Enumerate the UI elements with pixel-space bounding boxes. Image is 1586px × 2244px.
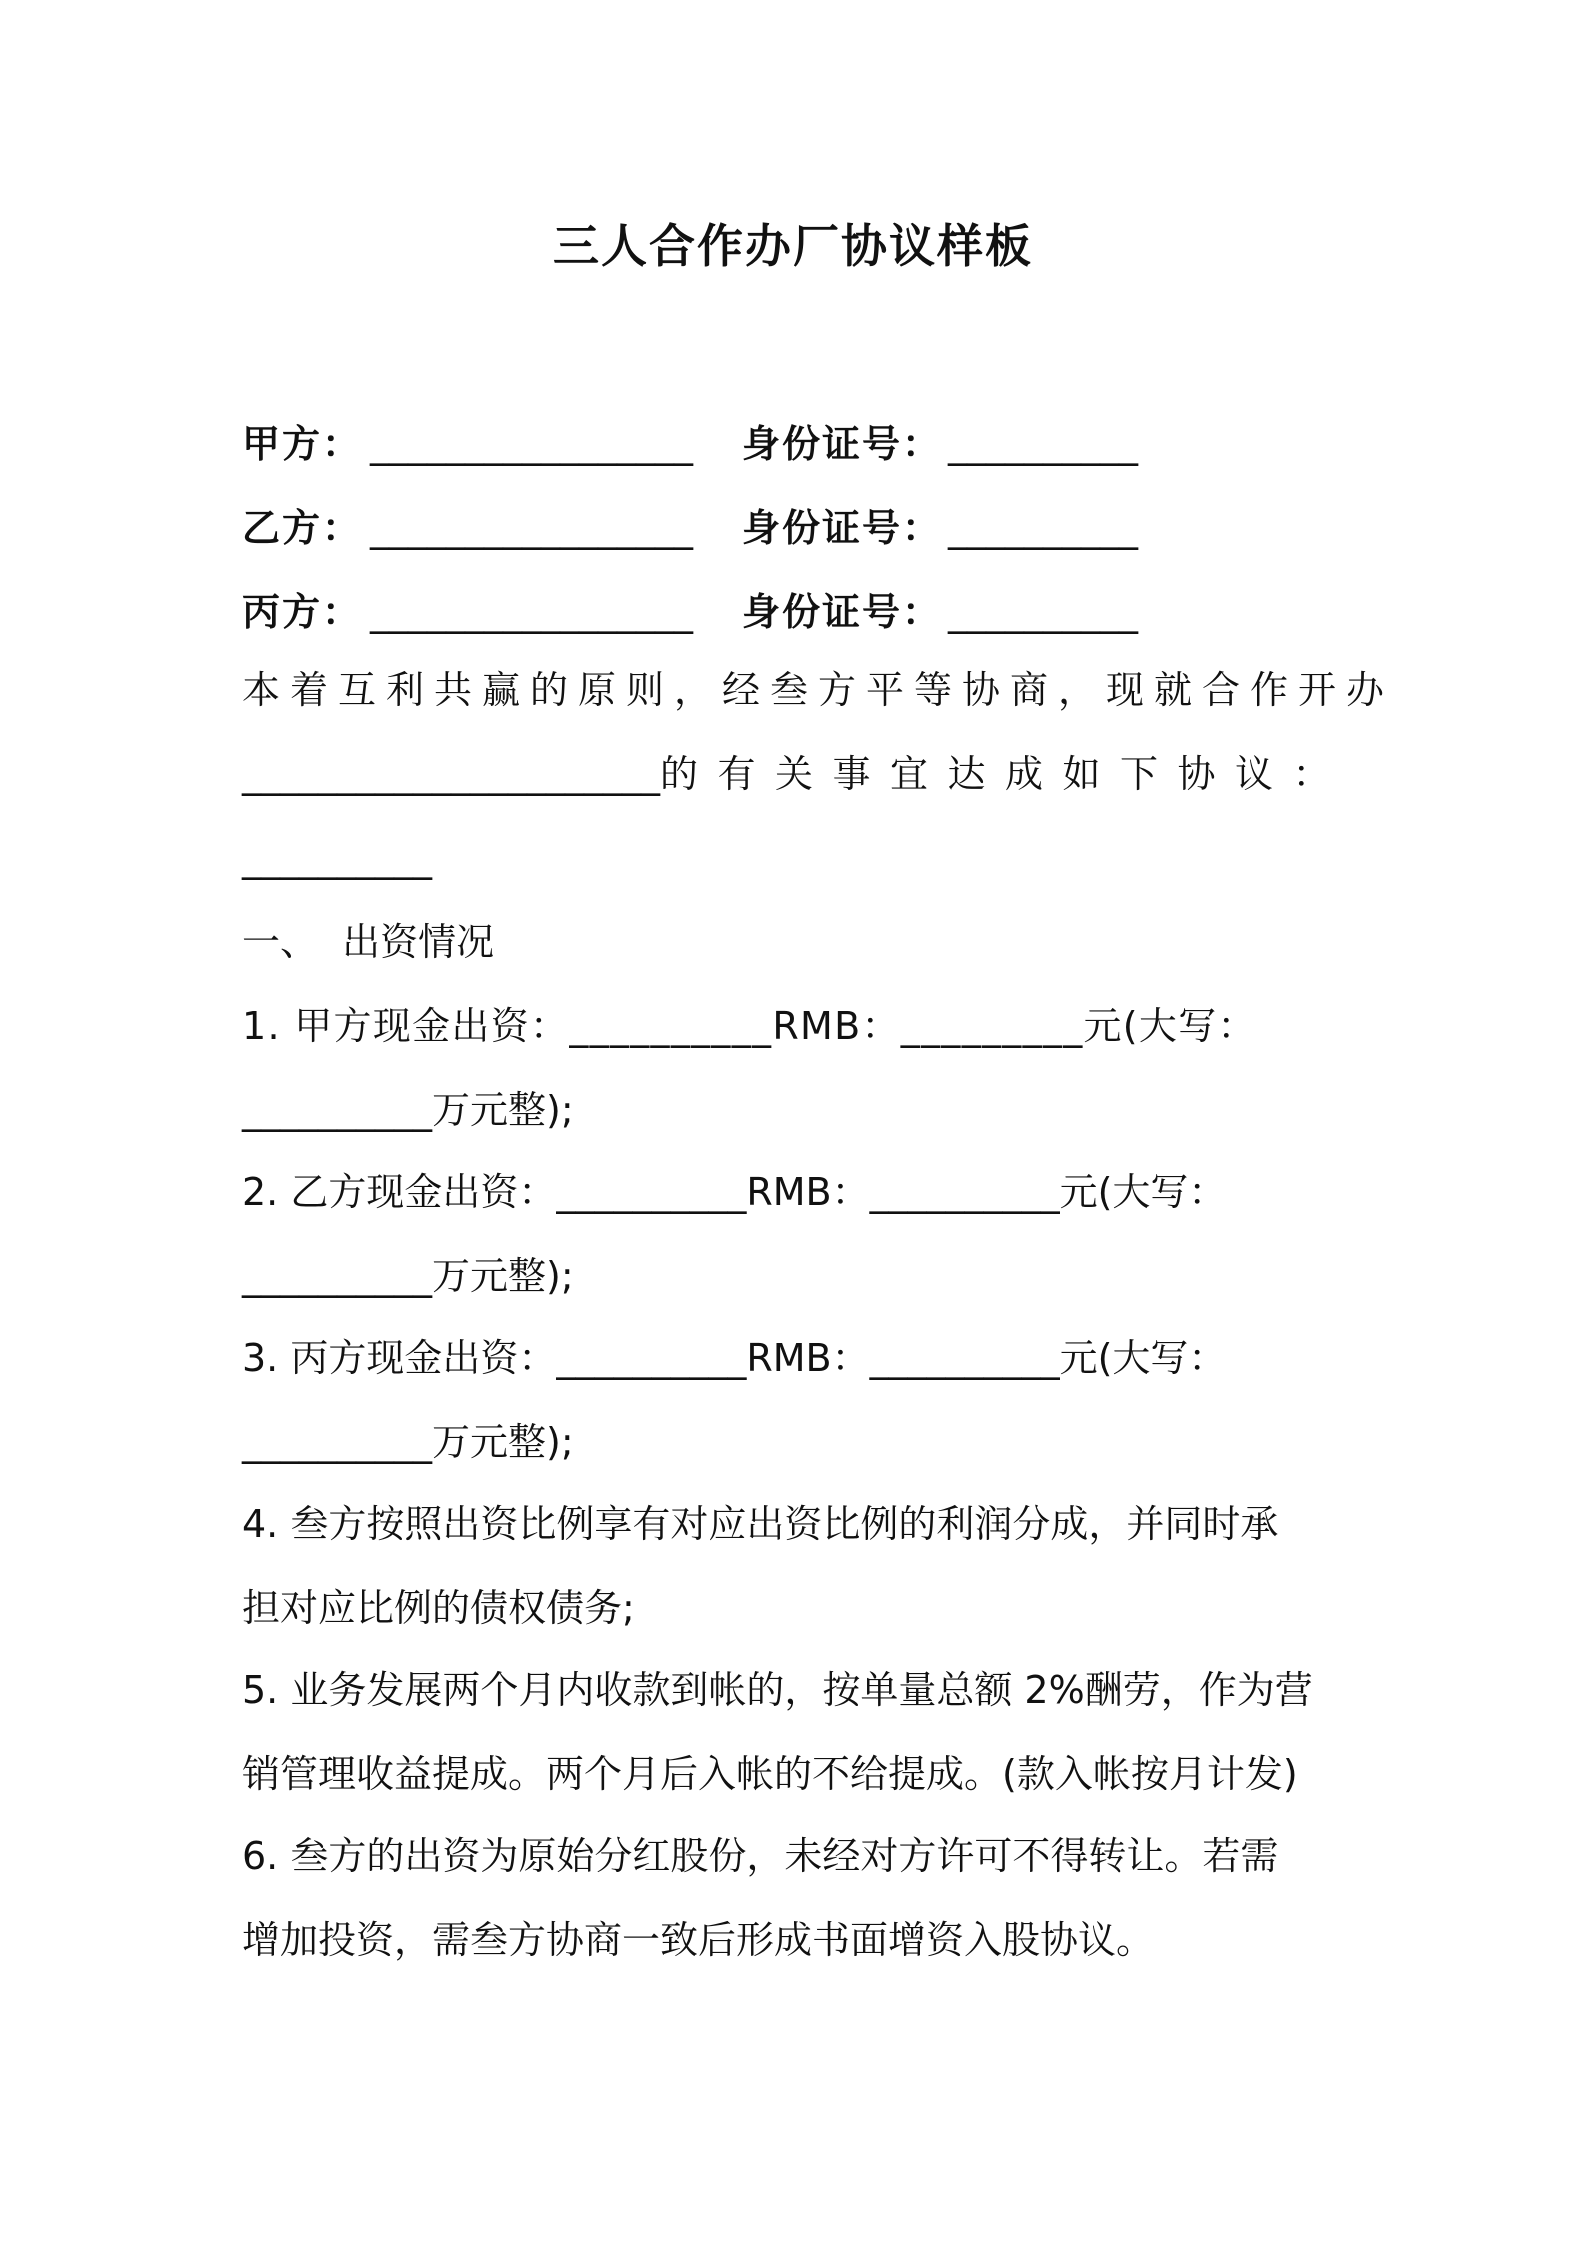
document-title: 三人合作办厂协议样板 xyxy=(553,219,1033,273)
item-4-line-2: 担对应比例的债权债务; xyxy=(242,1586,635,1630)
item-2-line-2: __________万元整); xyxy=(242,1254,574,1298)
party-row-jia xyxy=(242,418,1138,470)
party-label: 乙方： xyxy=(242,506,363,550)
item-1-line-1: 1. 甲方现金出资：__________RMB：_________元(大写： xyxy=(242,1004,1257,1048)
business-name-blank[interactable]: ______________________ xyxy=(242,752,660,796)
item-3-line-2: __________万元整); xyxy=(242,1420,574,1464)
id-blank[interactable]: __________ xyxy=(948,590,1138,634)
id-blank[interactable]: __________ xyxy=(948,422,1138,466)
item-2-line-1: 2. 乙方现金出资：__________RMB：__________元(大写： xyxy=(242,1170,1227,1214)
item-3-line-1: 3. 丙方现金出资：__________RMB：__________元(大写： xyxy=(242,1336,1227,1380)
intro-line-2-text: 的有关事宜达成如下协议： xyxy=(660,752,1351,796)
id-label: 身份证号： xyxy=(742,590,943,634)
party-label: 丙方： xyxy=(242,590,363,634)
name-blank[interactable]: _________________ xyxy=(370,422,694,466)
name-blank[interactable]: _________________ xyxy=(370,506,694,550)
party-label: 甲方： xyxy=(242,422,363,466)
id-label: 身份证号： xyxy=(742,506,943,550)
item-6-line-1: 6. 叁方的出资为原始分红股份，未经对方许可不得转让。若需 xyxy=(242,1834,1279,1878)
intro-line-3-blank[interactable]: __________ xyxy=(242,836,432,880)
item-1-line-2: __________万元整); xyxy=(242,1088,574,1132)
id-label: 身份证号： xyxy=(742,422,943,466)
section-heading: 一、 出资情况 xyxy=(242,920,495,964)
item-6-line-2: 增加投资，需叁方协商一致后形成书面增资入股协议。 xyxy=(242,1918,1155,1962)
party-row-bing xyxy=(242,586,1138,638)
item-5-line-1: 5. 业务发展两个月内收款到帐的，按单量总额 2%酬劳，作为营 xyxy=(242,1668,1313,1712)
party-row-yi xyxy=(242,502,1138,554)
item-4-line-1: 4. 叁方按照出资比例享有对应出资比例的利润分成，并同时承 xyxy=(242,1502,1279,1546)
id-blank[interactable]: __________ xyxy=(948,506,1138,550)
intro-line-1: 本着互利共赢的原则，经叁方平等协商，现就合作开办 xyxy=(242,668,1395,712)
name-blank[interactable]: _________________ xyxy=(370,590,694,634)
item-5-line-2: 销管理收益提成。两个月后入帐的不给提成。(款入帐按月计发) xyxy=(242,1752,1298,1796)
intro-line-2 xyxy=(242,748,1350,800)
